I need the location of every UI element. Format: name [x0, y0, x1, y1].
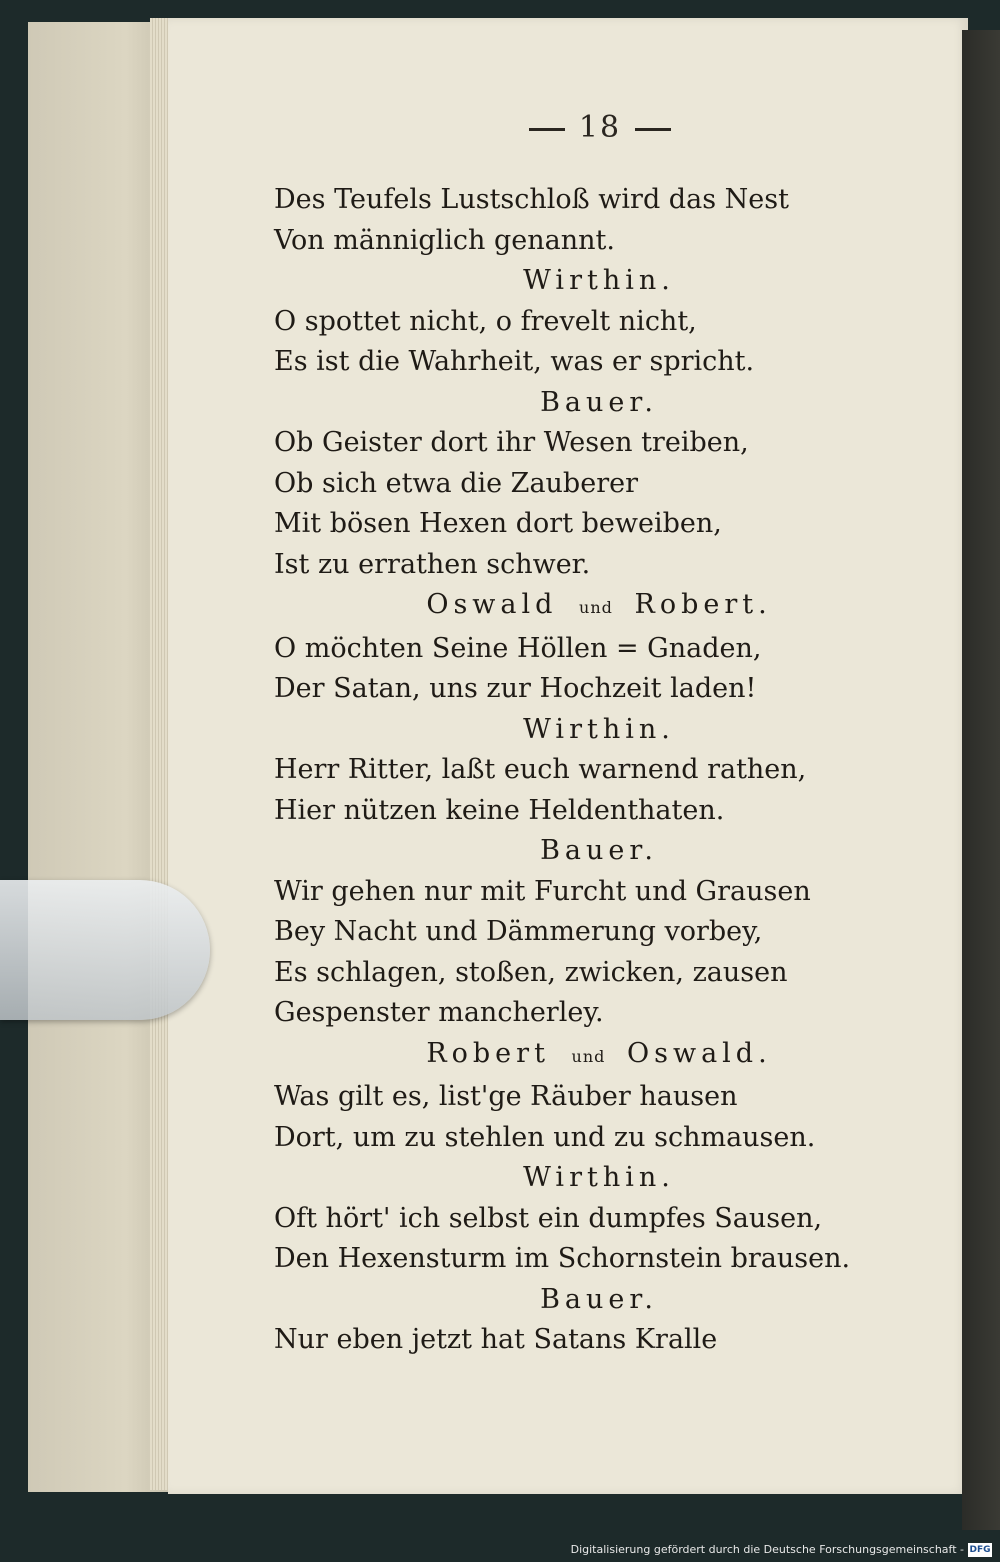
verse-line: O möchten Seine Höllen = Gnaden, — [274, 632, 762, 664]
verse-line: Gespenster mancherley. — [274, 997, 604, 1028]
bookmark-tab — [0, 880, 210, 1020]
verse-text-block — [274, 180, 851, 1361]
verse-line: Der Satan, uns zur Hochzeit laden! — [274, 673, 757, 704]
verse-line: Wir gehen nur mit Furcht und Grausen — [274, 875, 811, 907]
page-number-dash-left — [529, 128, 565, 131]
verse-line: Was gilt es, list'ge Räuber hausen — [274, 1081, 738, 1112]
right-page-shadow — [962, 30, 1000, 1530]
verse-line: O spottet nicht, o frevelt nicht, — [274, 305, 697, 337]
verse-line: Des Teufels Lustschloß wird das Nest — [274, 184, 789, 215]
verse-line: Es schlagen, stoßen, zwicken, zausen — [274, 956, 788, 988]
speaker-name: Oswald. — [626, 1037, 772, 1069]
verse-line: Dort, um zu stehlen und zu schmausen. — [274, 1121, 816, 1153]
speaker-name: Oswald — [426, 589, 558, 620]
speaker-heading — [274, 585, 834, 629]
page-number-dash-right — [635, 128, 671, 131]
speaker-heading: Wirthin. — [523, 265, 675, 296]
verse-line: Mit bösen Hexen dort beweiben, — [274, 508, 722, 539]
speaker-name: Robert. — [634, 589, 772, 620]
page-number-value: 18 — [578, 110, 622, 145]
speaker-heading: Bauer. — [540, 835, 658, 866]
left-book-edge — [28, 22, 170, 1492]
verse-line: Es ist die Wahrheit, was er spricht. — [274, 346, 755, 377]
speaker-heading: Bauer. — [540, 386, 658, 418]
digitization-credit: Digitalisierung gefördert durch die Deutsche Forschungsgemeinschaft - — [570, 1543, 964, 1556]
dfg-logo: DFG — [969, 1545, 991, 1555]
verse-line: Ist zu errathen schwer. — [274, 548, 591, 580]
verse-line: Ob sich etwa die Zauberer — [274, 467, 638, 499]
verse-line: Oft hört' ich selbst ein dumpfes Sausen, — [274, 1202, 823, 1234]
speaker-heading: Bauer. — [540, 1283, 658, 1315]
speaker-name: Robert — [426, 1037, 550, 1069]
verse-line: Den Hexensturm im Schornstein brausen. — [274, 1243, 851, 1274]
verse-line: Ob Geister dort ihr Wesen treiben, — [274, 427, 749, 458]
speaker-heading: Wirthin. — [523, 713, 675, 745]
page-number — [500, 110, 700, 145]
verse-line: Hier nützen keine Heldenthaten. — [274, 794, 725, 826]
speaker-conjunction: und — [571, 1046, 606, 1066]
verse-line: Nur eben jetzt hat Satans Kralle — [274, 1324, 718, 1355]
verse-line: Herr Ritter, laßt euch warnend rathen, — [274, 754, 807, 785]
speaker-heading: Wirthin. — [523, 1162, 675, 1193]
speaker-conjunction: und — [579, 598, 613, 617]
verse-line: Bey Nacht und Dämmerung vorbey, — [274, 916, 763, 947]
speaker-heading — [274, 1034, 834, 1078]
verse-line: Von männiglich genannt. — [274, 224, 615, 256]
